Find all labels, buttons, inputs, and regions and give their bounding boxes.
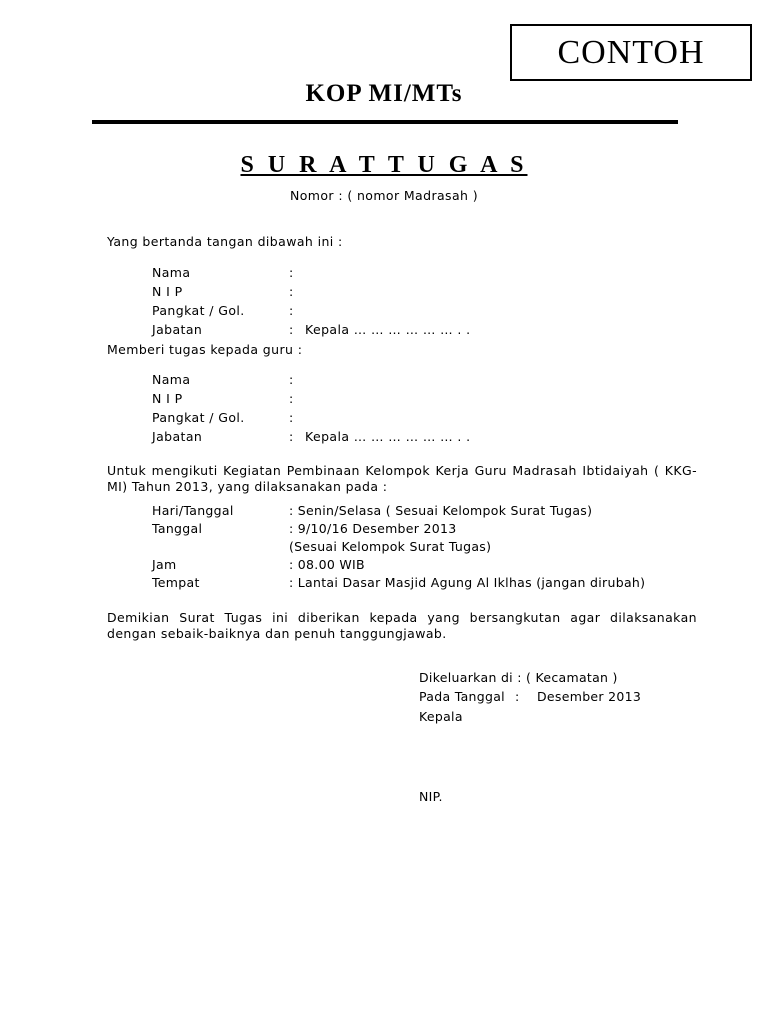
field-label: N I P <box>152 284 183 299</box>
table-row <box>152 322 471 341</box>
intro-line-2: Memberi tugas kepada guru : <box>107 342 303 357</box>
detail-value: : 08.00 WIB <box>289 557 365 572</box>
table-row <box>152 303 471 322</box>
kop-heading: KOP MI/MTs <box>305 80 463 107</box>
table-row <box>152 539 645 557</box>
contoh-stamp <box>510 24 752 81</box>
field-colon: : <box>289 303 294 318</box>
field-colon: : <box>289 322 294 337</box>
closing-paragraph: Demikian Surat Tugas ini diberikan kepada yang bersangkutan agar dilaksanakan dengan sebaik-baiknya dan penuh tanggungjawab. <box>107 610 697 642</box>
table-row <box>152 557 645 575</box>
field-colon: : <box>289 429 294 444</box>
detail-label: Hari/Tanggal <box>152 503 234 518</box>
table-row <box>152 284 471 303</box>
intro-line-1: Yang bertanda tangan dibawah ini : <box>107 234 343 249</box>
document-number: Nomor : ( nomor Madrasah ) <box>290 188 478 203</box>
field-value <box>305 372 471 391</box>
signature-nip: NIP. <box>419 789 443 804</box>
table-row <box>152 372 471 391</box>
detail-label-empty <box>152 539 289 557</box>
field-label: Nama <box>152 372 191 387</box>
detail-value: : Lantai Dasar Masjid Agung Al Iklhas (jangan dirubah) <box>289 575 646 590</box>
field-label: N I P <box>152 391 183 406</box>
field-value <box>305 265 471 284</box>
event-details-table <box>152 503 645 593</box>
signature-date-separator: : <box>515 689 520 705</box>
table-row <box>152 410 471 429</box>
detail-value: : Senin/Selasa ( Sesuai Kelompok Surat Tugas) <box>289 503 593 518</box>
detail-label: Tempat <box>152 575 200 590</box>
contoh-stamp-label: CONTOH <box>557 33 705 71</box>
field-label: Pangkat / Gol. <box>152 410 245 425</box>
teacher-fields-table <box>152 372 471 448</box>
table-row <box>152 429 471 448</box>
field-colon: : <box>289 265 294 280</box>
table-row <box>152 503 645 521</box>
table-row <box>152 391 471 410</box>
detail-label: Tanggal <box>152 521 203 536</box>
detail-label: Jam <box>152 557 177 572</box>
detail-value-secondary: (Sesuai Kelompok Surat Tugas) <box>289 539 492 554</box>
field-colon: : <box>289 391 294 406</box>
field-label: Nama <box>152 265 191 280</box>
table-row <box>152 265 471 284</box>
detail-value: : 9/10/16 Desember 2013 <box>289 521 457 536</box>
table-row <box>152 521 645 539</box>
field-colon: : <box>289 410 294 425</box>
field-colon: : <box>289 372 294 387</box>
page-title <box>0 152 768 179</box>
assignment-paragraph: Untuk mengikuti Kegiatan Pembinaan Kelompok Kerja Guru Madrasah Ibtidaiyah ( KKG-MI) Tahun 2013, yang dilaksanakan pada : <box>107 463 697 495</box>
page-title-text: S U R A T T U G A S <box>240 152 528 178</box>
signature-place: Dikeluarkan di : ( Kecamatan ) <box>419 670 618 685</box>
field-label: Jabatan <box>152 429 203 444</box>
field-value: Kepala … … … … … … . . <box>305 429 471 444</box>
field-colon: : <box>289 284 294 299</box>
signature-date-row <box>419 687 641 706</box>
signature-position: Kepala <box>419 708 463 724</box>
field-value <box>305 410 471 429</box>
field-value <box>305 303 471 322</box>
field-value <box>305 284 471 303</box>
field-label: Jabatan <box>152 322 203 337</box>
signer-fields-table <box>152 265 471 341</box>
signature-date-value: Desember 2013 <box>537 689 642 705</box>
signature-date-label: Pada Tanggal <box>419 689 505 705</box>
field-value <box>305 391 471 410</box>
table-row <box>152 575 645 593</box>
header-divider <box>92 120 678 124</box>
signature-block <box>419 668 641 726</box>
field-value: Kepala … … … … … … . . <box>305 322 471 337</box>
field-label: Pangkat / Gol. <box>152 303 245 318</box>
